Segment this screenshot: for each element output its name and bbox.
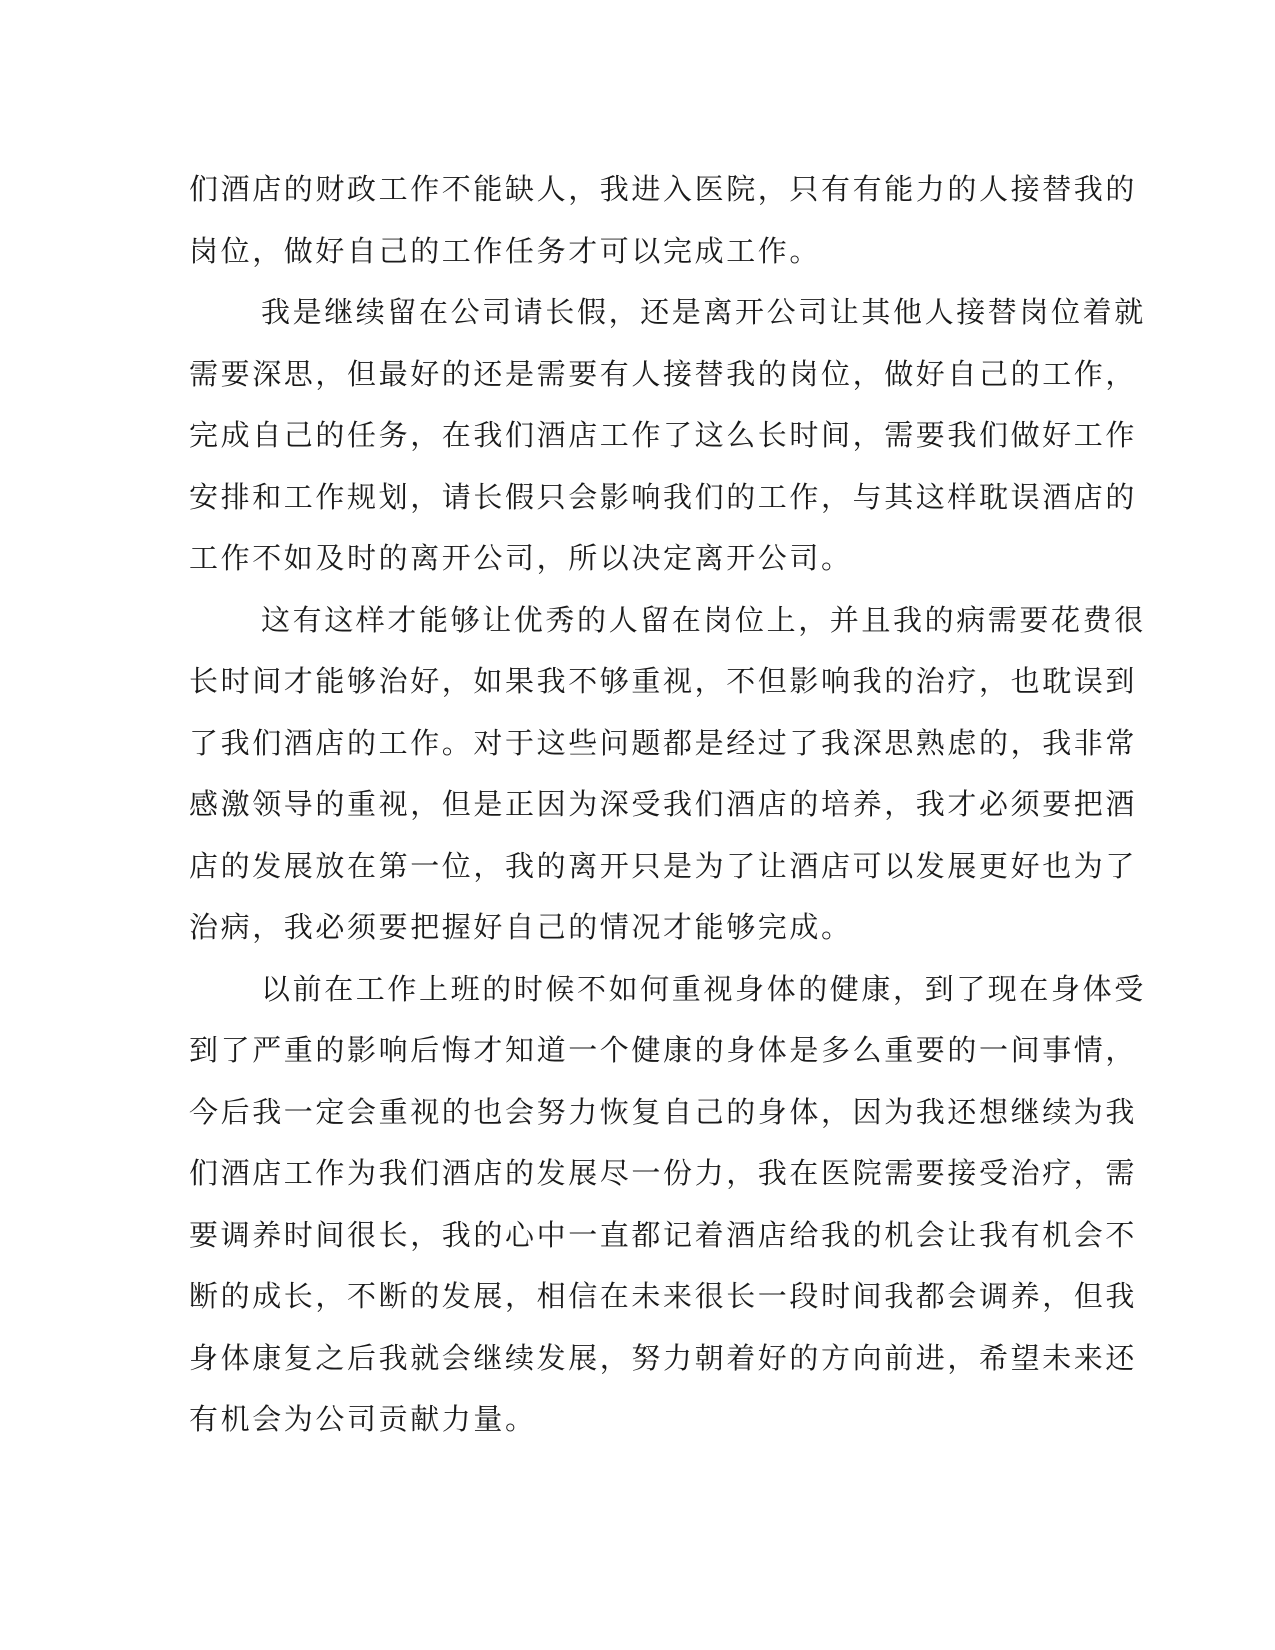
text-line: 安排和工作规划，请长假只会影响我们的工作，与其这样耽误酒店的	[189, 479, 1138, 514]
document-body	[189, 159, 1146, 1451]
text-line: 有机会为公司贡献力量。	[189, 1402, 537, 1436]
text-line: 身体康复之后我就会继续发展，努力朝着好的方向前进，希望未来还	[189, 1340, 1138, 1375]
text-line: 需要深思，但最好的还是需要有人接替我的岗位，做好自己的工作，	[189, 356, 1138, 391]
text-line: 们酒店工作为我们酒店的发展尽一份力，我在医院需要接受治疗，需	[189, 1156, 1138, 1190]
text-line: 断的成长，不断的发展，相信在未来很长一段时间我都会调养，但我	[189, 1279, 1138, 1313]
text-line: 我是继续留在公司请长假，还是离开公司让其他人接替岗位着就	[261, 295, 1146, 329]
text-line: 到了严重的影响后悔才知道一个健康的身体是多么重要的一间事情，	[189, 1033, 1138, 1067]
text-line: 完成自己的任务，在我们酒店工作了这么长时间，需要我们做好工作	[189, 418, 1138, 452]
text-line: 岗位，做好自己的工作任务才可以完成工作。	[189, 233, 822, 268]
text-line: 店的发展放在第一位，我的离开只是为了让酒店可以发展更好也为了	[189, 848, 1138, 883]
text-line: 感激领导的重视，但是正因为深受我们酒店的培养，我才必须要把酒	[189, 787, 1138, 821]
text-line: 了我们酒店的工作。对于这些问题都是经过了我深思熟虑的，我非常	[189, 725, 1138, 760]
text-line: 要调养时间很长，我的心中一直都记着酒店给我的机会让我有机会不	[189, 1217, 1138, 1252]
text-line: 这有这样才能够让优秀的人留在岗位上，并且我的病需要花费很	[261, 602, 1146, 637]
paragraph	[189, 282, 1146, 590]
text-line: 以前在工作上班的时候不如何重视身体的健康，到了现在身体受	[261, 971, 1146, 1006]
paragraph	[189, 590, 1146, 959]
text-line: 今后我一定会重视的也会努力恢复自己的身体，因为我还想继续为我	[189, 1094, 1138, 1129]
text-line: 长时间才能够治好，如果我不够重视，不但影响我的治疗，也耽误到	[189, 664, 1138, 698]
paragraph	[189, 959, 1146, 1451]
text-line: 治病，我必须要把握好自己的情况才能够完成。	[189, 910, 853, 944]
paragraph	[189, 159, 1138, 282]
text-line: 们酒店的财政工作不能缺人，我进入医院，只有有能力的人接替我的	[189, 172, 1138, 206]
text-line: 工作不如及时的离开公司，所以决定离开公司。	[189, 541, 853, 575]
